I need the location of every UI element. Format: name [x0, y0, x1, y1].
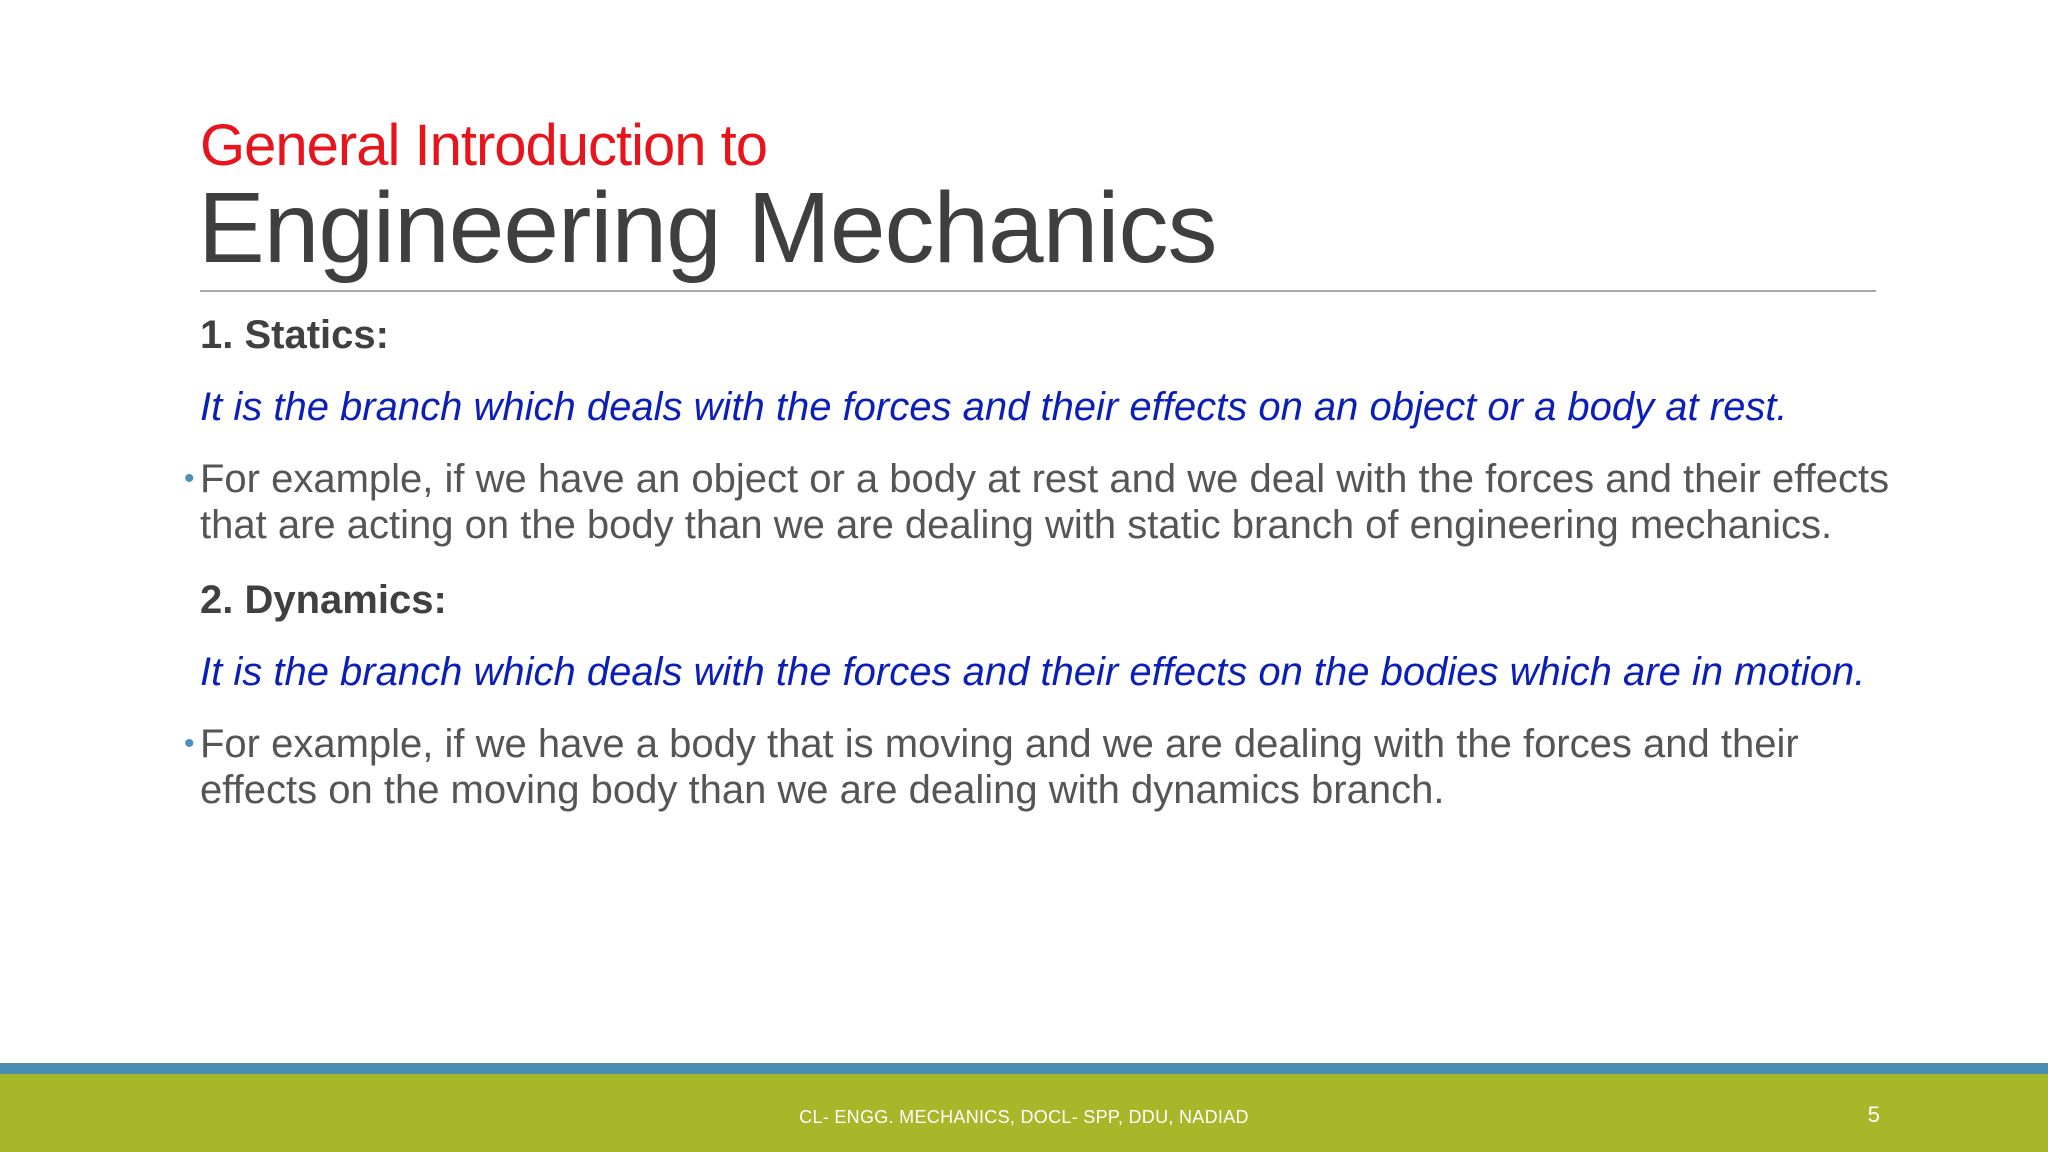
- statics-definition: It is the branch which deals with the forces and their effects on an object or a body at rest.: [200, 385, 1788, 429]
- title-divider: [200, 290, 1876, 292]
- page-number: 5: [1867, 1102, 1880, 1127]
- dynamics-definition: It is the branch which deals with the forces and their effects on the bodies which are in motion.: [200, 650, 1866, 694]
- slide-title: Engineering Mechanics: [198, 172, 1217, 284]
- footer-stripe: [0, 1063, 2048, 1074]
- slide-content: [184, 312, 1900, 813]
- dynamics-example-bullet: [184, 721, 1900, 813]
- dynamics-example-text: For example, if we have a body that is moving and we are dealing with the forces and their effects on the moving body than we are dealing with dynamics branch.: [200, 722, 1799, 812]
- bullet-icon: •: [184, 727, 195, 760]
- dynamics-heading: 2. Dynamics:: [200, 578, 447, 622]
- footer-bar: [0, 1074, 2048, 1152]
- footer-text: CL- ENGG. MECHANICS, DOCL- SPP, DDU, NADIAD: [799, 1107, 1249, 1127]
- slide-subtitle: General Introduction to: [200, 113, 768, 178]
- statics-example-text: For example, if we have an object or a body at rest and we deal with the forces and their effects that are acting on the body than we are dealing with static branch of engineering mechanics.: [200, 457, 1890, 547]
- statics-heading: 1. Statics:: [200, 313, 389, 357]
- bullet-icon: •: [184, 462, 195, 495]
- statics-example-bullet: [184, 456, 1900, 548]
